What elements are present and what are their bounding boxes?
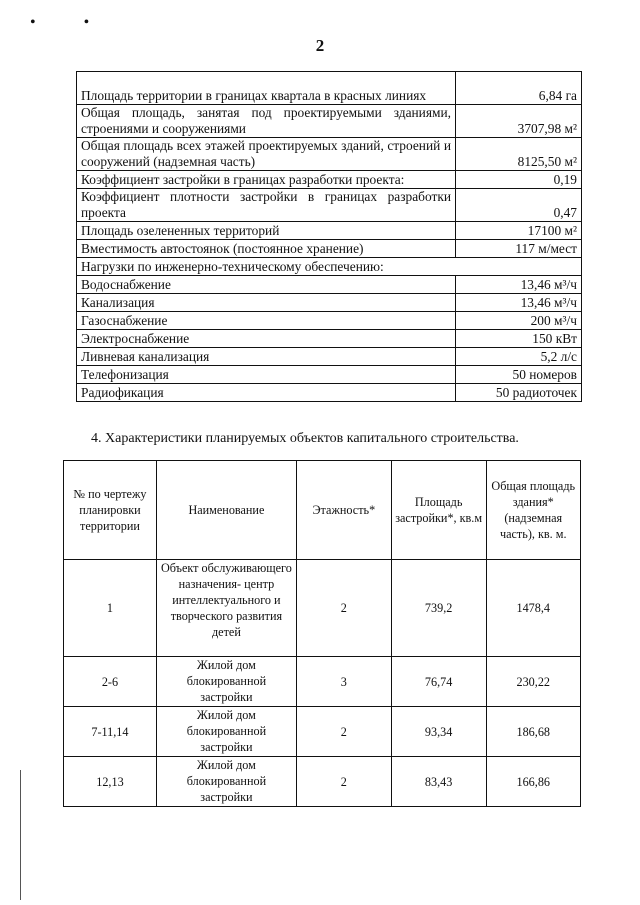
load-value: 13,46 м³/ч: [456, 294, 582, 312]
table-row: [64, 560, 581, 657]
row-area: 76,74: [391, 657, 486, 707]
summary-label: Коэффициент плотности застройки в границах разработки проекта: [77, 189, 456, 222]
summary-label: Общая площадь, занятая под проектируемыми зданиями, строениями и сооружениями: [77, 105, 456, 138]
objects-table: [63, 460, 581, 807]
summary-value: 0,47: [456, 189, 582, 222]
summary-label: Площадь территории в границах квартала в красных линиях: [77, 72, 456, 105]
summary-table: [76, 71, 582, 402]
load-label: Телефонизация: [77, 366, 456, 384]
row-name: Жилой дом блокированной застройки: [156, 757, 296, 807]
summary-value: 17100 м²: [456, 222, 582, 240]
summary-label: Коэффициент застройки в границах разработки проекта:: [77, 171, 456, 189]
summary-value: 117 м/мест: [456, 240, 582, 258]
scan-edge-line: [20, 770, 21, 900]
header-total-area: Общая площадь здания* (надземная часть), кв. м.: [486, 461, 581, 560]
load-label: Водоснабжение: [77, 276, 456, 294]
corner-marks: • •: [30, 14, 112, 31]
load-value: 150 кВт: [456, 330, 582, 348]
table-row: [77, 222, 582, 240]
load-label: Газоснабжение: [77, 312, 456, 330]
summary-label: Вместимость автостоянок (постоянное хранение): [77, 240, 456, 258]
table-row: [77, 72, 582, 105]
page-number: 2: [315, 36, 325, 55]
summary-value: 0,19: [456, 171, 582, 189]
loads-header: Нагрузки по инженерно-техническому обеспечению:: [77, 258, 582, 276]
table-row: [64, 757, 581, 807]
row-total: 166,86: [486, 757, 581, 807]
row-number: 1: [64, 560, 157, 657]
section-title: 4. Характеристики планируемых объектов капитального строительства.: [91, 431, 519, 446]
header-floors: Этажность*: [296, 461, 391, 560]
summary-label: Общая площадь всех этажей проектируемых зданий, строений и сооружений (надземная часть): [77, 138, 456, 171]
row-area: 739,2: [391, 560, 486, 657]
load-label: Электроснабжение: [77, 330, 456, 348]
header-number: № по чертежу планировки территории: [64, 461, 157, 560]
load-value: 50 радиоточек: [456, 384, 582, 402]
table-row: [77, 258, 582, 276]
summary-value: 6,84 га: [456, 72, 582, 105]
table-row: [77, 105, 582, 138]
table-row: [77, 384, 582, 402]
table-row: [77, 240, 582, 258]
table-row: [64, 707, 581, 757]
row-floors: 3: [296, 657, 391, 707]
load-label: Канализация: [77, 294, 456, 312]
row-total: 230,22: [486, 657, 581, 707]
row-number: 12,13: [64, 757, 157, 807]
row-total: 186,68: [486, 707, 581, 757]
table-row: [77, 330, 582, 348]
summary-value: 3707,98 м²: [456, 105, 582, 138]
table-row: [77, 294, 582, 312]
table-row: [77, 312, 582, 330]
load-value: 5,2 л/с: [456, 348, 582, 366]
load-label: Ливневая канализация: [77, 348, 456, 366]
row-area: 93,34: [391, 707, 486, 757]
table-row: [77, 138, 582, 171]
load-value: 200 м³/ч: [456, 312, 582, 330]
table-row: [77, 171, 582, 189]
row-name: Объект обслуживающего назначения- центр интеллектуального и творческого развития детей: [156, 560, 296, 657]
row-number: 2-6: [64, 657, 157, 707]
load-value: 50 номеров: [456, 366, 582, 384]
table-header-row: [64, 461, 581, 560]
load-value: 13,46 м³/ч: [456, 276, 582, 294]
row-name: Жилой дом блокированной застройки: [156, 707, 296, 757]
load-label: Радиофикация: [77, 384, 456, 402]
header-name: Наименование: [156, 461, 296, 560]
summary-value: 8125,50 м²: [456, 138, 582, 171]
row-floors: 2: [296, 757, 391, 807]
summary-label: Площадь озелененных территорий: [77, 222, 456, 240]
table-row: [64, 657, 581, 707]
row-floors: 2: [296, 707, 391, 757]
table-row: [77, 366, 582, 384]
table-row: [77, 189, 582, 222]
row-total: 1478,4: [486, 560, 581, 657]
header-area: Площадь застройки*, кв.м: [391, 461, 486, 560]
row-number: 7-11,14: [64, 707, 157, 757]
row-floors: 2: [296, 560, 391, 657]
row-name: Жилой дом блокированной застройки: [156, 657, 296, 707]
table-row: [77, 348, 582, 366]
table-row: [77, 276, 582, 294]
row-area: 83,43: [391, 757, 486, 807]
